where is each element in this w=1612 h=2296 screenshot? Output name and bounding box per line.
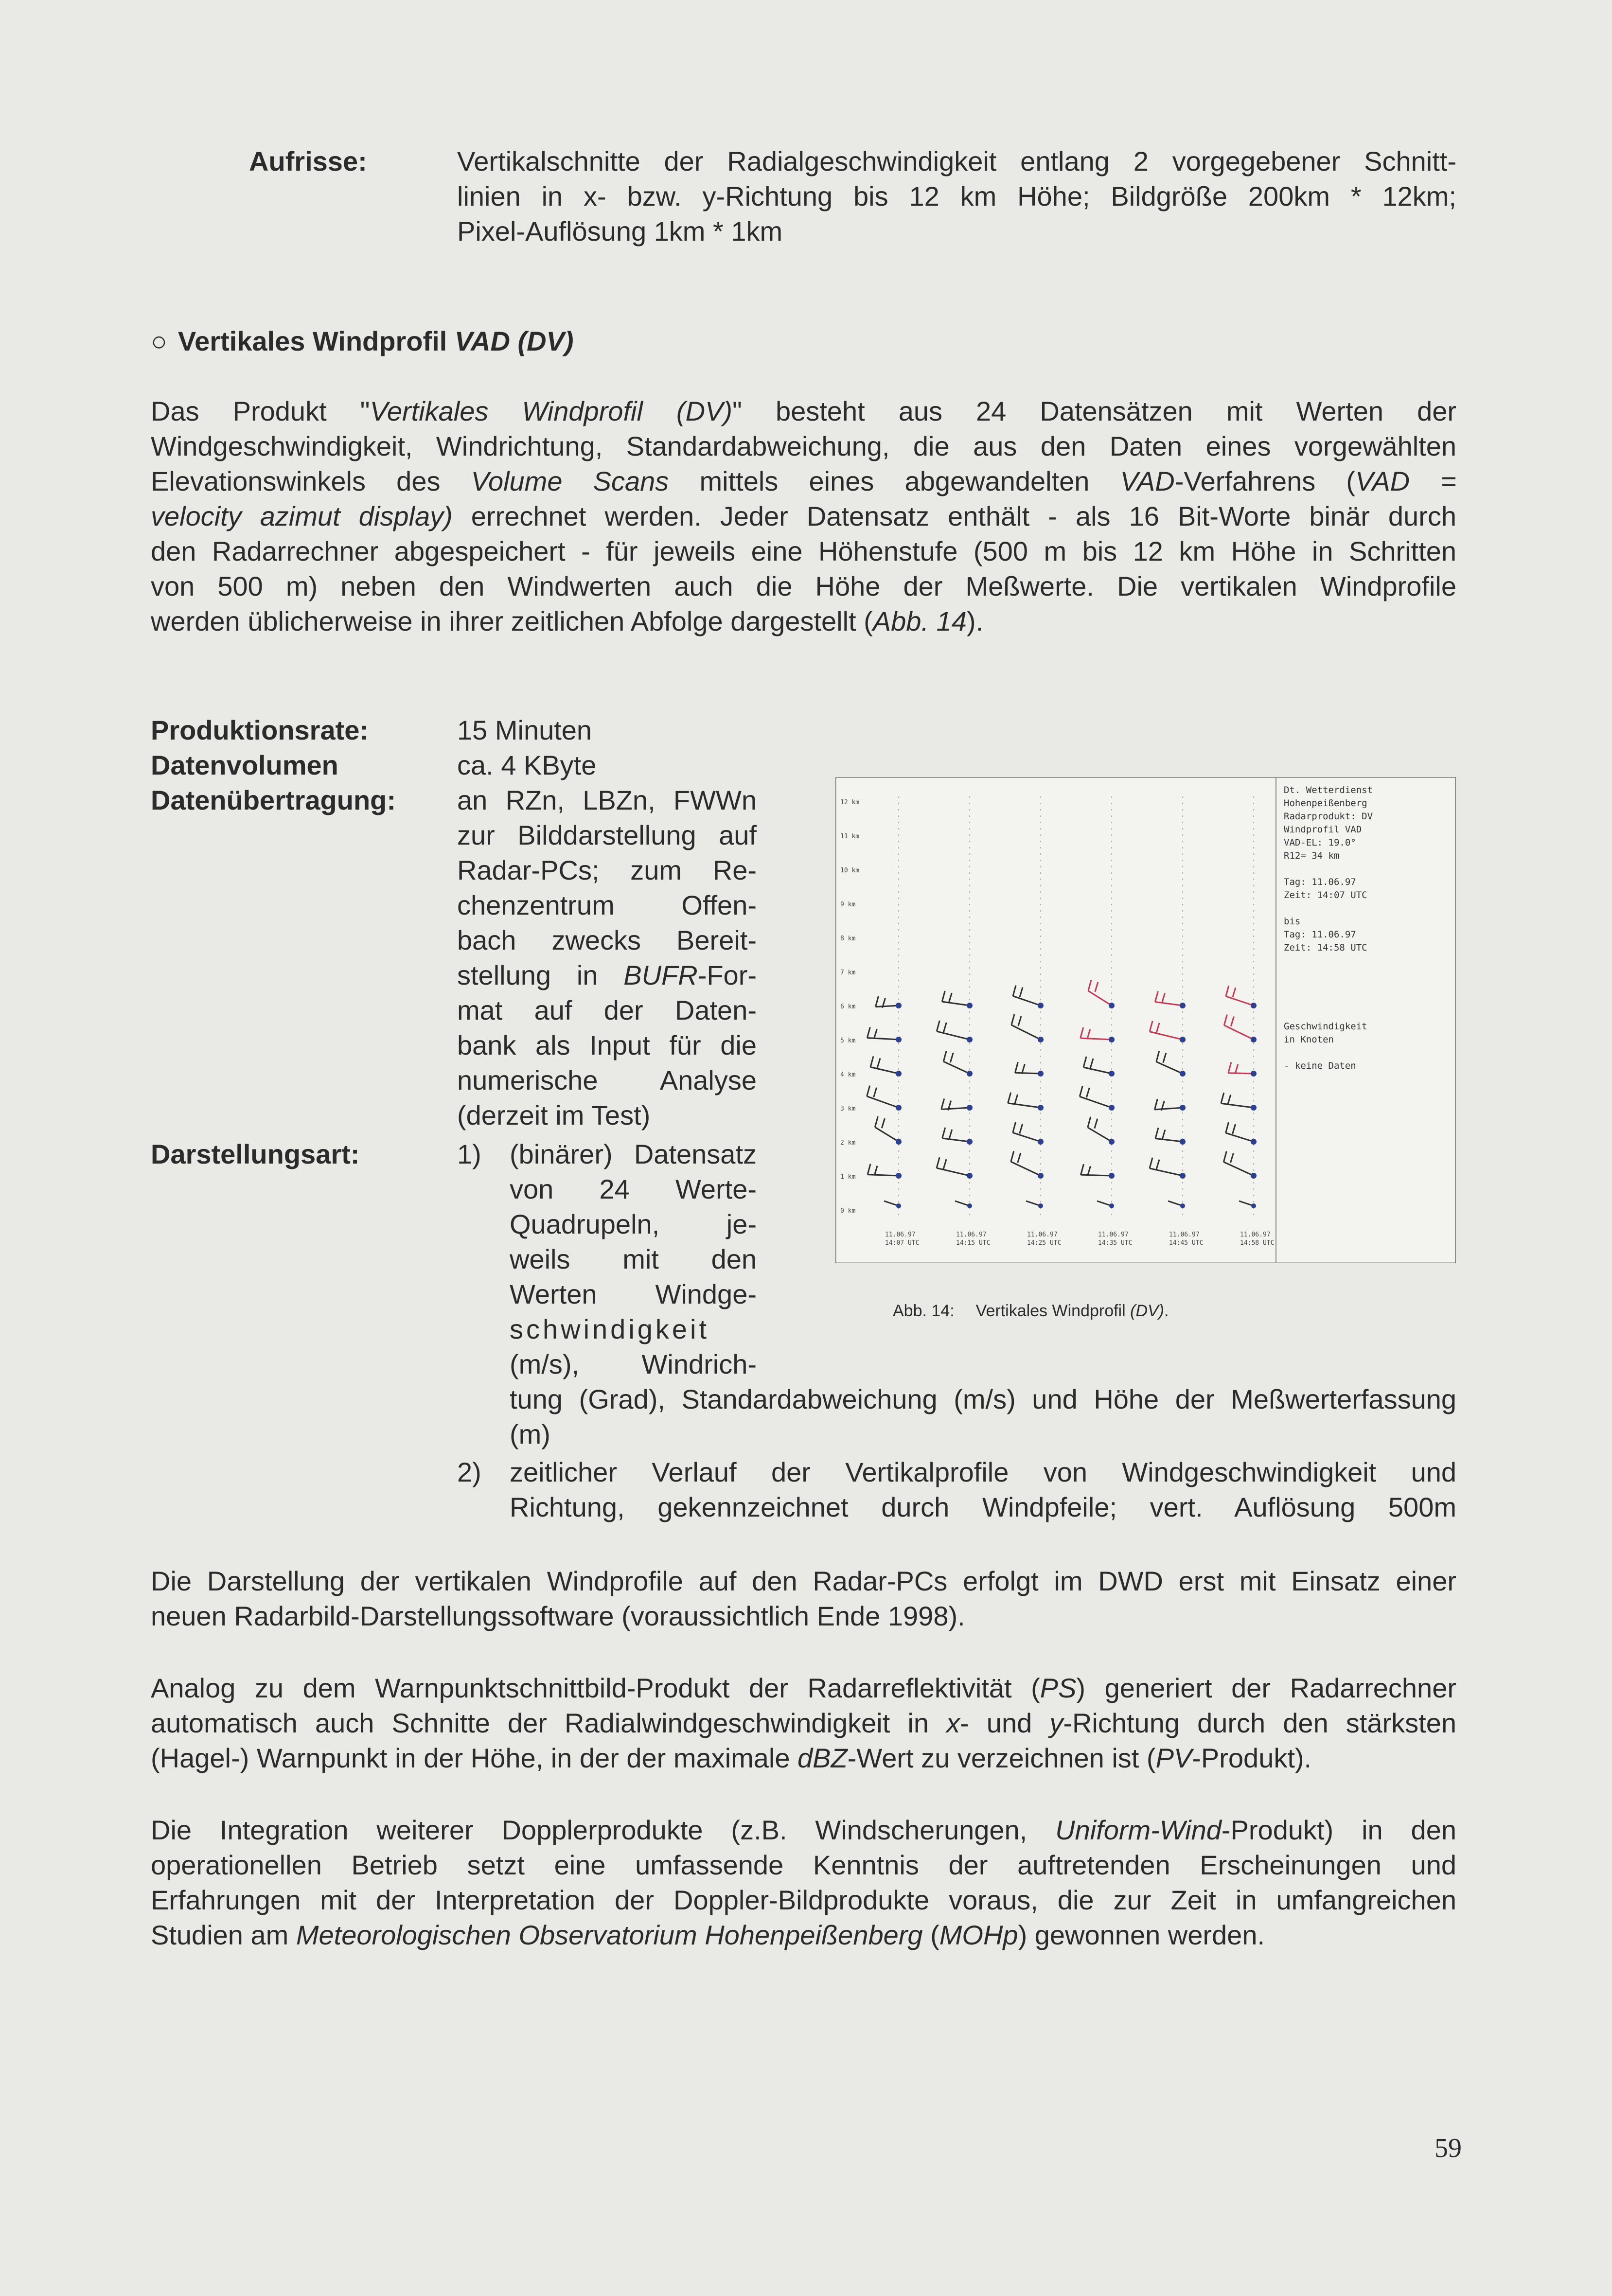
y-axis-label: 5 km: [840, 1037, 856, 1044]
item1-text: [510, 1137, 757, 1382]
aufrisse-text: [457, 144, 1456, 249]
wind-station-dot: [1038, 1003, 1044, 1008]
intro-line-1: Das Produkt "Vertikales Windprofil (DV)" besteht aus 24 Datensätzen mit Werten der: [151, 396, 1457, 426]
legend-line: Tag: 11.06.97: [1284, 929, 1356, 940]
legend-line: [1284, 1007, 1373, 1020]
wind-station-dot: [896, 1037, 902, 1042]
x-axis-time: 14:45 UTC: [1169, 1239, 1204, 1247]
legend-line: [1284, 968, 1373, 981]
integration-line-3: Erfahrungen mit der Interpretation der Doppler-Bildprodukte voraus, die zur Zeit in umfangreichen: [151, 1885, 1456, 1915]
transfer-line: bank als Input für die: [457, 1030, 757, 1060]
intro-line-7: werden üblicherweise in ihrer zeitlichen Abfolge dargestellt (Abb. 14).: [151, 606, 984, 636]
bullet-icon: ○: [151, 326, 167, 356]
y-axis-label: 6 km: [840, 1003, 856, 1010]
wind-station-dot: [1251, 1003, 1257, 1008]
x-axis-time: 14:35 UTC: [1098, 1239, 1133, 1247]
legend-line: [1284, 981, 1373, 994]
legend-line: Zeit: 14:58 UTC: [1284, 942, 1367, 953]
legend-line: Hohenpeißenberg: [1284, 798, 1367, 809]
rate-label: Produktionsrate:: [151, 715, 369, 745]
wind-station-dot: [1180, 1071, 1186, 1077]
analog-line-1: Analog zu dem Warnpunktschnittbild-Produkt der Radarreflektivität (PS) generiert der Radarrechner: [151, 1673, 1456, 1703]
y-axis-label: 10 km: [840, 867, 860, 874]
caption-text: Vertikales Windprofil: [975, 1302, 1131, 1320]
display-line: Die Darstellung der vertikalen Windprofile auf den Radar-PCs erfolgt im DWD erst mit Einsatz einer: [151, 1566, 1456, 1596]
wind-barb-shaft: [1015, 1073, 1041, 1074]
legend-line: bis: [1284, 916, 1301, 927]
wind-station-dot: [1038, 1173, 1044, 1179]
wind-station-dot: [1109, 1173, 1115, 1179]
wind-station-dot: [1251, 1139, 1257, 1145]
integration-line-1: Die Integration weiterer Dopplerprodukte (z.B. Windscherungen, Uniform-Wind-Produkt) in den: [151, 1815, 1456, 1845]
x-axis-time: 14:58 UTC: [1240, 1239, 1275, 1247]
caption-end: .: [1164, 1302, 1169, 1320]
wind-station-dot: [1038, 1071, 1044, 1077]
wind-station-dot: [1251, 1037, 1257, 1042]
legend-line: Dt. Wetterdienst: [1284, 785, 1373, 795]
wind-station-dot: [1251, 1071, 1257, 1077]
item2-line: zeitlicher Verlauf der Vertikalprofile von Windgeschwindigkeit und: [510, 1457, 1456, 1487]
transfer-line: an RZn, LBZn, FWWn: [457, 785, 757, 815]
figure-caption: [893, 1300, 1169, 1322]
transfer-line: numerische Analyse: [457, 1065, 757, 1095]
y-axis-label: 3 km: [840, 1105, 856, 1113]
legend-line: Geschwindigkeit: [1284, 1021, 1367, 1032]
x-axis-date: 11.06.97: [1169, 1231, 1200, 1238]
wind-station-dot: [896, 1203, 901, 1208]
x-axis-time: 14:25 UTC: [1027, 1239, 1062, 1247]
y-axis-label: 11 km: [840, 833, 860, 840]
analog-line-2: automatisch auch Schnitte der Radialwindgeschwindigkeit in x- und y-Richtung durch den stärksten: [151, 1708, 1457, 1738]
wind-station-dot: [967, 1105, 973, 1111]
legend-line: [1284, 863, 1373, 876]
wind-station-dot: [1180, 1003, 1186, 1008]
wind-station-dot: [1251, 1173, 1257, 1179]
item1-line: von 24 Werte-: [510, 1174, 757, 1204]
item1-number: 1): [457, 1139, 481, 1169]
legend-line: Radarprodukt: DV: [1284, 811, 1373, 822]
wind-station-dot: [1180, 1139, 1186, 1145]
integration-line-2: operationellen Betrieb setzt eine umfassende Kenntnis der auftretenden Erscheinungen und: [151, 1850, 1456, 1880]
wind-station-dot: [896, 1071, 902, 1077]
wind-station-dot: [1038, 1139, 1044, 1145]
wind-station-dot: [1251, 1105, 1257, 1111]
item1-line: schwindigkeit: [510, 1314, 710, 1344]
legend-line: Windprofil VAD: [1284, 824, 1362, 835]
volume-value: ca. 4 KByte: [457, 750, 597, 780]
aufrisse-label: Aufrisse:: [249, 146, 367, 177]
wind-station-dot: [967, 1173, 973, 1179]
legend-line: VAD-EL: 19.0°: [1284, 837, 1356, 848]
wind-station-dot: [1180, 1037, 1186, 1042]
item2-text: [510, 1455, 1456, 1525]
legend-line: [1284, 994, 1373, 1007]
intro-line-6: von 500 m) neben den Windwerten auch die Höhe der Meßwerte. Die vertikalen Windprofile: [151, 571, 1456, 601]
intro-line-2: Windgeschwindigkeit, Windrichtung, Standardabweichung, die aus den Daten eines vorgewählten: [151, 431, 1456, 461]
wind-station-dot: [1109, 1071, 1115, 1077]
item1-line: Werten Windge-: [510, 1279, 757, 1309]
y-axis-label: 0 km: [840, 1207, 856, 1215]
y-axis-label: 12 km: [840, 799, 860, 806]
wind-station-dot: [967, 1139, 973, 1145]
item2-line: Richtung, gekennzeichnet durch Windpfeile; vert. Auflösung 500m: [510, 1492, 1456, 1522]
wind-station-dot: [896, 1139, 902, 1145]
transfer-line: zur Bilddarstellung auf: [457, 820, 757, 850]
y-axis-label: 4 km: [840, 1071, 856, 1078]
volume-label: Datenvolumen: [151, 750, 338, 780]
analog-line-3: (Hagel-) Warnpunkt in der Höhe, in der der maximale dBZ-Wert zu verzeichnen ist (PV-Produkt).: [151, 1743, 1312, 1773]
caption-italic: (DV): [1130, 1302, 1165, 1320]
aufrisse-line-3: Pixel-Auflösung 1km * 1km: [457, 216, 783, 247]
rate-value: 15 Minuten: [457, 715, 592, 745]
transfer-line: Radar-PCs; zum Re-: [457, 855, 757, 885]
wind-station-dot: [1180, 1105, 1186, 1111]
intro-line-4: velocity azimut display) errechnet werden. Jeder Datensatz enthält - als 16 Bit-Worte binär durch: [151, 501, 1456, 531]
display-line: neuen Radarbild-Darstellungssoftware (voraussichtlich Ende 1998).: [151, 1601, 965, 1631]
wind-barb-shaft: [1228, 1073, 1254, 1074]
integration-line-4: Studien am Meteorologischen Observatorium Hohenpeißenberg (MOHp) gewonnen werden.: [151, 1920, 1265, 1950]
wind-station-dot: [1109, 1037, 1115, 1042]
legend-line: Zeit: 14:07 UTC: [1284, 890, 1367, 901]
item1-text-cont: [510, 1382, 1456, 1452]
legend-line: in Knoten: [1284, 1034, 1334, 1045]
wind-station-dot: [1038, 1037, 1044, 1042]
wind-station-dot: [967, 1037, 973, 1042]
aufrisse-line-2: linien in x- bzw. y-Richtung bis 12 km Höhe; Bildgröße 200km * 12km;: [457, 181, 1456, 212]
x-axis-time: 14:15 UTC: [956, 1239, 991, 1247]
item1-line: (m/s), Windrich-: [510, 1349, 757, 1379]
integration-paragraph: [151, 1813, 1456, 1953]
y-axis-label: 1 km: [840, 1173, 856, 1181]
wind-station-dot: [896, 1003, 902, 1008]
y-axis-label: 7 km: [840, 969, 856, 976]
wind-station-dot: [1180, 1173, 1186, 1179]
page-number: 59: [1435, 2133, 1462, 2163]
intro-line-3: Elevationswinkels des Volume Scans mittels eines abgewandelten VAD-Verfahrens (VAD =: [151, 466, 1457, 496]
transfer-line: chenzentrum Offen-: [457, 890, 757, 920]
intro-line-5: den Radarrechner abgespeichert - für jeweils eine Höhenstufe (500 m bis 12 km Höhe in Schritten: [151, 536, 1456, 566]
display-paragraph: [151, 1564, 1456, 1634]
legend-line: - keine Daten: [1284, 1060, 1356, 1071]
legend-line: [1284, 954, 1373, 968]
wind-station-dot: [1109, 1003, 1115, 1008]
wind-station-dot: [896, 1105, 902, 1111]
item1-line: weils mit den: [510, 1244, 757, 1274]
figure-legend: [1284, 784, 1373, 1073]
item2-number: 2): [457, 1457, 481, 1487]
wind-station-dot: [967, 1003, 973, 1008]
transfer-line: bach zwecks Bereit-: [457, 925, 757, 955]
wind-station-dot: [896, 1173, 902, 1179]
transfer-line: stellung in BUFR-For-: [457, 960, 757, 990]
section-title-italic: VAD (DV): [454, 326, 574, 356]
wind-station-dot: [1180, 1203, 1185, 1208]
display-label: Darstellungsart:: [151, 1139, 360, 1169]
wind-station-dot: [1038, 1203, 1043, 1208]
transfer-line: mat auf der Daten-: [457, 995, 757, 1025]
transfer-text: [457, 783, 757, 1133]
y-axis-label: 8 km: [840, 935, 856, 942]
aufrisse-line-1: Vertikalschnitte der Radialgeschwindigkeit entlang 2 vorgegebener Schnitt-: [457, 146, 1456, 177]
intro-paragraph: [151, 394, 1456, 639]
section-title: Vertikales Windprofil: [177, 326, 447, 356]
wind-station-dot: [1251, 1203, 1256, 1208]
wind-barb-shaft: [1081, 1175, 1112, 1176]
x-axis-time: 14:07 UTC: [885, 1239, 920, 1247]
wind-station-dot: [1109, 1105, 1115, 1111]
item1-line: Quadrupeln, je-: [510, 1209, 757, 1239]
y-axis-label: 2 km: [840, 1139, 856, 1147]
x-axis-date: 11.06.97: [1240, 1231, 1271, 1238]
wind-station-dot: [1038, 1105, 1044, 1111]
legend-line: [1284, 1046, 1373, 1060]
x-axis-date: 11.06.97: [885, 1231, 916, 1238]
transfer-label: Datenübertragung:: [151, 785, 396, 815]
wind-station-dot: [967, 1071, 973, 1077]
wind-profile-figure: [835, 777, 1456, 1263]
legend-line: R12= 34 km: [1284, 850, 1340, 861]
x-axis-date: 11.06.97: [1027, 1231, 1058, 1238]
x-axis-date: 11.06.97: [956, 1231, 987, 1238]
transfer-line: (derzeit im Test): [457, 1100, 651, 1130]
wind-station-dot: [967, 1203, 972, 1208]
y-axis-label: 9 km: [840, 901, 856, 908]
caption-number: Abb. 14:: [893, 1302, 955, 1320]
legend-line: Tag: 11.06.97: [1284, 877, 1356, 887]
wind-station-dot: [1109, 1203, 1114, 1208]
analog-paragraph: [151, 1671, 1456, 1776]
item1-line: tung (Grad), Standardabweichung (m/s) und Höhe der Meßwerterfassung: [510, 1384, 1456, 1414]
legend-line: [1284, 902, 1373, 915]
item1-line: (binärer) Datensatz: [510, 1139, 757, 1169]
section-heading: [151, 324, 574, 359]
item1-line: (m): [510, 1419, 550, 1449]
x-axis-date: 11.06.97: [1098, 1231, 1129, 1238]
wind-station-dot: [1109, 1139, 1115, 1145]
